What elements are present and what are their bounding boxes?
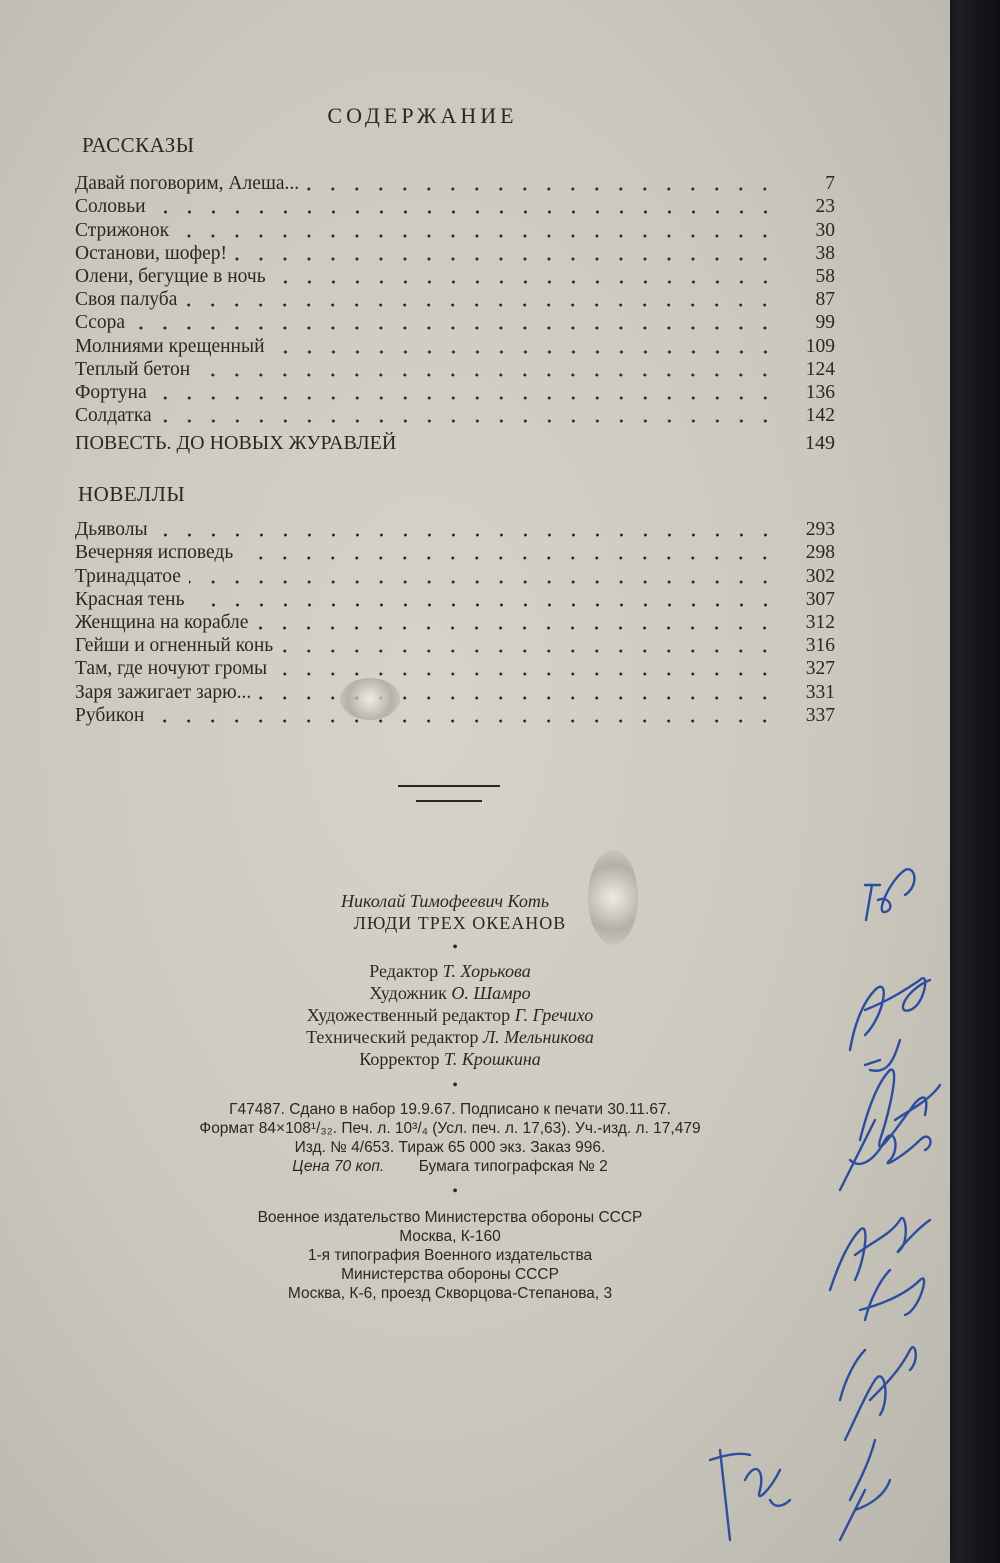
leader-dots <box>185 303 777 307</box>
leader-dots <box>274 280 777 284</box>
toc-page: 124 <box>805 358 835 380</box>
leader-dots <box>154 210 777 214</box>
credit-role: Художественный редактор <box>306 1005 511 1025</box>
book-title: ЛЮДИ ТРЕХ ОКЕАНОВ <box>353 913 567 933</box>
toc-page: 38 <box>815 242 835 264</box>
leader-dots <box>259 696 777 700</box>
publisher-line: 1-я типография Военного издательства <box>307 1247 593 1264</box>
toc-title: Своя палуба <box>75 289 178 311</box>
signature-stroke <box>840 1347 916 1440</box>
toc-page: 142 <box>805 405 835 427</box>
credit-name: Г. Гречихо <box>514 1005 594 1025</box>
toc-page: 307 <box>805 588 835 610</box>
toc-title: Солдатка <box>75 405 152 427</box>
separator-bullet: • <box>452 1183 458 1200</box>
toc-title: Гейши и огненный конь <box>75 635 274 657</box>
leader-dots <box>160 419 777 423</box>
credit-role: Редактор <box>369 961 439 981</box>
toc-title: Теплый бетон <box>75 358 191 380</box>
toc-row <box>75 288 835 311</box>
toc-title: Фортуна <box>75 381 147 403</box>
signature-stroke <box>865 869 914 920</box>
toc-title: Давай поговорим, Алеша... <box>75 173 300 195</box>
publication-line: Изд. № 4/653. Тираж 65 000 экз. Заказ 996. <box>294 1139 606 1156</box>
toc-heading: СОДЕРЖАНИЕ <box>327 103 518 128</box>
toc-row <box>75 265 835 288</box>
signature-stroke <box>850 978 930 1050</box>
toc-row <box>75 242 835 265</box>
separator-bullet: • <box>452 939 458 956</box>
paper-damage <box>340 678 400 720</box>
signature-stroke <box>710 1450 790 1540</box>
signature-stroke <box>830 1218 930 1290</box>
handwritten-signatures <box>690 840 950 1560</box>
toc-row <box>75 311 835 334</box>
toc-title: Красная тень <box>75 588 185 610</box>
toc-title: Олени, бегущие в ночь <box>75 265 266 287</box>
toc-page: 30 <box>815 219 835 241</box>
credit-name: Т. Хорькова <box>442 961 531 981</box>
toc-row <box>75 218 835 241</box>
toc-page: 109 <box>805 335 835 357</box>
toc-row <box>75 611 835 634</box>
leader-dots <box>155 396 777 400</box>
publisher-line: Министерства обороны СССР <box>341 1266 559 1283</box>
credit-name: Т. Крошкина <box>443 1049 541 1069</box>
leader-dots <box>193 603 777 607</box>
toc-title: Дьяволы <box>75 519 148 541</box>
toc-title: Там, где ночуют громы <box>75 658 268 680</box>
leader-dots <box>198 373 777 377</box>
toc-row <box>75 358 835 381</box>
divider-rule <box>398 785 500 787</box>
leader-dots <box>256 626 777 630</box>
toc-title: Заря зажигает зарю... <box>75 681 252 703</box>
separator-bullet: • <box>452 1077 458 1094</box>
leader-dots <box>152 719 777 723</box>
toc-title: Стрижонок <box>75 219 170 241</box>
toc-page: 337 <box>805 704 835 726</box>
toc-title: Молниями крещенный <box>75 335 265 357</box>
signature-stroke <box>860 1070 940 1147</box>
leader-dots <box>156 533 777 537</box>
author-name: Николай Тимофеевич Коть <box>340 891 550 911</box>
section-stories-heading: РАССКАЗЫ <box>82 133 195 157</box>
signature-stroke <box>840 1120 930 1190</box>
toc-row <box>75 195 835 218</box>
credit-role: Технический редактор <box>306 1027 479 1047</box>
toc-row <box>75 657 835 680</box>
publication-line: Г47487. Сдано в набор 19.9.67. Подписано к печати 30.11.67. <box>229 1101 671 1118</box>
stories-list <box>75 172 835 427</box>
section-novels-heading: НОВЕЛЛЫ <box>78 482 186 506</box>
credit-name: О. Шамро <box>451 983 531 1003</box>
toc-page: 316 <box>805 635 835 657</box>
toc-row <box>75 518 835 541</box>
toc-title: Останови, шофер! <box>75 242 228 264</box>
toc-row <box>75 680 835 703</box>
leader-dots <box>273 350 777 354</box>
leader-dots <box>281 649 777 653</box>
signature-stroke <box>840 1440 890 1540</box>
leader-dots <box>307 187 777 191</box>
toc-page: 58 <box>815 265 835 287</box>
toc-page: 99 <box>815 312 835 334</box>
novels-list <box>75 518 835 727</box>
toc-row <box>75 564 835 587</box>
leader-dots <box>235 257 777 261</box>
book-cover-edge <box>942 0 1000 1563</box>
publisher-line: Москва, К-6, проезд Скворцова-Степанова, 3 <box>287 1285 613 1302</box>
toc-page: 293 <box>805 519 835 541</box>
paper-type: Бумага типографская № 2 <box>418 1158 608 1175</box>
toc-page: 149 <box>805 432 835 455</box>
credit-role: Корректор <box>359 1049 440 1069</box>
publication-line: Формат 84×108¹/₃₂. Печ. л. 10³/₄ (Усл. печ. л. 17,63). Уч.-изд. л. 17,479 <box>199 1120 701 1137</box>
toc-page: 312 <box>805 611 835 633</box>
toc-title: Рубикон <box>75 704 145 726</box>
credit-name: Л. Мельникова <box>482 1027 594 1047</box>
toc-title: Ссора <box>75 312 126 334</box>
toc-row <box>75 588 835 611</box>
publisher-line: Москва, К-160 <box>399 1228 501 1245</box>
leader-dots <box>133 326 777 330</box>
toc-page: 327 <box>805 658 835 680</box>
leader-dots <box>177 234 777 238</box>
toc-row <box>75 541 835 564</box>
signature-stroke <box>865 1040 900 1071</box>
credit-role: Художник <box>369 983 447 1003</box>
signature-stroke <box>860 1270 924 1320</box>
toc-row <box>75 432 835 455</box>
toc-page: 298 <box>805 542 835 564</box>
leader-dots <box>275 672 777 676</box>
toc-page: 7 <box>825 173 835 195</box>
toc-page: 23 <box>815 196 835 218</box>
publisher-line: Военное издательство Министерства обороны СССР <box>257 1209 643 1226</box>
toc-row <box>75 172 835 195</box>
toc-row <box>75 634 835 657</box>
toc-page: 136 <box>805 381 835 403</box>
leader-dots <box>241 556 777 560</box>
toc-title: Тринадцатое <box>75 565 181 587</box>
novella-entry <box>75 432 835 455</box>
toc-row <box>75 404 835 427</box>
price: Цена 70 коп. <box>292 1158 385 1175</box>
divider-rule <box>416 800 482 802</box>
toc-row <box>75 381 835 404</box>
toc-row <box>75 704 835 727</box>
toc-title: ПОВЕСТЬ. ДО НОВЫХ ЖУРАВЛЕЙ <box>75 432 397 455</box>
toc-title: Женщина на корабле <box>75 611 249 633</box>
toc-row <box>75 334 835 357</box>
toc-page: 331 <box>805 681 835 703</box>
toc-title: Вечерняя исповедь <box>75 542 234 564</box>
leader-dots <box>189 580 777 584</box>
toc-page: 302 <box>805 565 835 587</box>
toc-title: Соловьи <box>75 196 146 218</box>
toc-page: 87 <box>815 289 835 311</box>
